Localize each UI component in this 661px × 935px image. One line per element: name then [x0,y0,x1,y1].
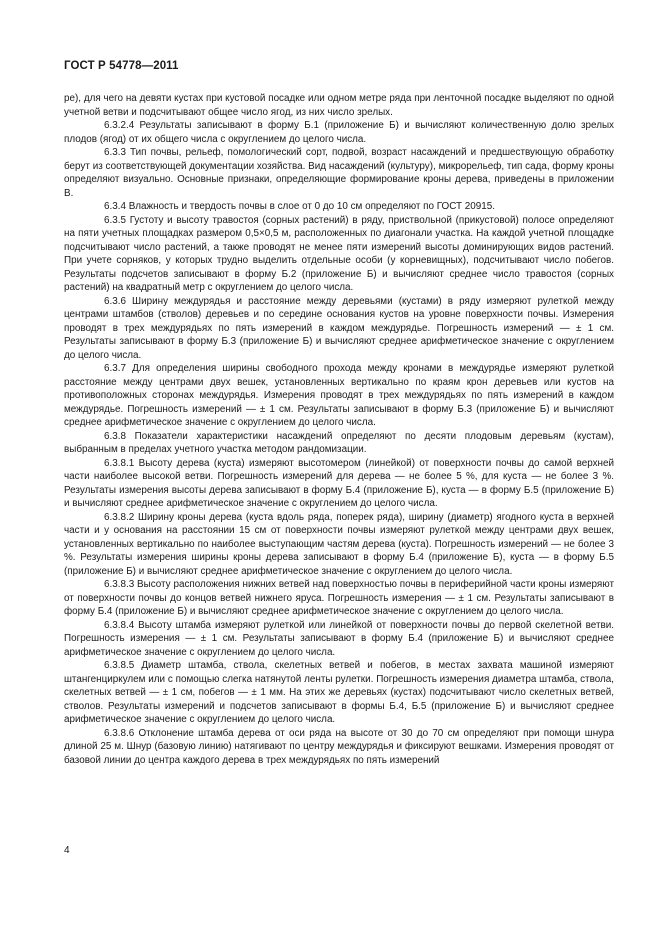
paragraph-continuation: ре), для чего на девяти кустах при кустовой посадке или одном метре ряда при ленточной посадке выделяют по одной учетной ветви и подсчитывают общее число ягод, из них число зрелых. [64,93,614,118]
paragraph-6-3-8-5: 6.3.8.5 Диаметр штамба, ствола, скелетных ветвей и побегов, в местах захвата машиной измеряют штангенциркулем или с помощью слегка натянутой ленты рулетки. Погрешность измерения диаметра штамба, ствола, скелетных ветвей — ± 1 см, побегов — ± 1 мм. На этих же деревьях (кустах) подсчитывают число скелетных ветвей, стволов. Результаты измерений и подсчетов записывают в формы Б.4, Б.5 (приложение Б) и вычисляют среднее арифметическое значение с округлением до целого числа. [64,660,614,725]
page-number: 4 [64,845,70,856]
document-body [64,92,614,767]
paragraph-6-3-4: 6.3.4 Влажность и твердость почвы в слое от 0 до 10 см определяют по ГОСТ 20915. [104,201,496,212]
paragraph-6-3-8-3: 6.3.8.3 Высоту расположения нижних ветвей над поверхностью почвы в периферийной части кроны измеряют от поверхности почвы до концов ветвей нижнего яруса. Погрешность измерения — ± 1 см. Результаты записывают в форму Б.4 (приложение Б) и вычисляют среднее арифметическое значение с округлением до целого числа. [64,579,614,617]
paragraph-6-3-6: 6.3.6 Ширину междурядья и расстояние между деревьями (кустами) в ряду измеряют рулеткой между центрами штамбов (стволов) деревьев и по середине основания кустов на уровне поверхности почвы. Измерения проводят в трех междурядьях по пять измерений в каждом междурядье. Погрешность измерений — ± 1 см. Результаты записывают в форму Б.3 (приложение Б) и вычисляют среднее арифметическое значение с округлением до целого числа. [64,295,614,361]
paragraph-6-3-8: 6.3.8 Показатели характеристики насаждений определяют по десяти плодовым деревьям (кустам), выбранным в пределах учетного участка методом рандомизации. [64,430,614,455]
paragraph-6-3-8-2: 6.3.8.2 Ширину кроны дерева (куста вдоль ряда, поперек ряда), ширину (диаметр) ягодного куста в верхней части и у основания на расстоянии 15 см от поверхности почвы измеряют рулеткой между центрами двух вешек, установленных вертикально по наиболее выступающим частям дерева (куста). Погрешность измерений — не более 3 %. Результаты измерения ширины кроны дерева записывают в форму Б.4 (приложение Б), куста — в форму Б.5 (приложение Б) и вычисляют среднее арифметическое значение с округлением до целого числа. [64,511,614,577]
paragraph-6-3-8-1: 6.3.8.1 Высоту дерева (куста) измеряют высотомером (линейкой) от поверхности почвы до самой верхней части наиболее высокой ветви. Погрешность измерений для дерева — не более 5 %, для куста — не более 3 %. Результаты измерения высоты дерева записывают в форму Б.4 (приложение Б), куста — в форму Б.5 (приложение Б) и вычисляют среднее арифметическое значение с округлением до целого числа. [64,457,614,509]
paragraph-6-3-5: 6.3.5 Густоту и высоту травостоя (сорных растений) в ряду, приствольной (прикустовой) полосе определяют на пяти учетных площадках размером 0,5×0,5 м, расположенных по диагонали участка. На каждой учетной площадке подсчитывают число растений, а также проводят не менее пяти измерений высоты доминирующих видов растений. При учете сорняков, у которых трудно выделить отдельные особи (у корневищных), подсчитывают число побегов. Результаты подсчетов записывают в форму Б.2 (приложение Б) и вычисляют среднее число травостоя (сорных растений) на квадратный метр с округлением до целого числа. [64,214,614,293]
paragraph-6-3-2-4: 6.3.2.4 Результаты записывают в форму Б.1 (приложение Б) и вычисляют количественную долю зрелых плодов (ягод) от их общего числа с округлением до целого числа. [64,120,614,145]
paragraph-6-3-8-4: 6.3.8.4 Высоту штамба измеряют рулеткой или линейкой от поверхности почвы до первой скелетной ветви. Погрешность измерения — ± 1 см. Результаты записывают в форму Б.4 (приложение Б) и вычисляют среднее арифметическое значение с округлением до целого числа. [64,619,614,658]
paragraph-6-3-3: 6.3.3 Тип почвы, рельеф, помологический сорт, подвой, возраст насаждений и предшествующую обработку берут из соответствующей документации хозяйства. Вид насаждений (культуру), микрорельеф, тип сада, форму кроны определяют визуально. Основные признаки, определяющие формирование кроны дерева, приведены в приложении В. [64,147,614,199]
paragraph-6-3-7: 6.3.7 Для определения ширины свободного прохода между кронами в междурядье измеряют рулеткой расстояние между центрами двух вешек, установленных вертикально по краям крон деревьев или кустов на противоположных сторонах междурядья. Измерения проводят в трех междурядьях по пять измерений в каждом междурядье. Погрешность измерений — ± 1 см. Результаты записывают в форму Б.3 (приложение Б) и вычисляют среднее арифметическое значение с округлением до целого числа. [64,363,614,428]
paragraph-6-3-8-6: 6.3.8.6 Отклонение штамба дерева от оси ряда на высоте от 30 до 70 см определяют при помощи шнура длиной 25 м. Шнур (базовую линию) натягивают по центру междурядья и фиксируют вешками. Измерения проводят от базовой линии до центра каждого дерева в трех междурядьях по пять измерений [64,727,614,766]
page-header: ГОСТ Р 54778—2011 [64,60,179,72]
